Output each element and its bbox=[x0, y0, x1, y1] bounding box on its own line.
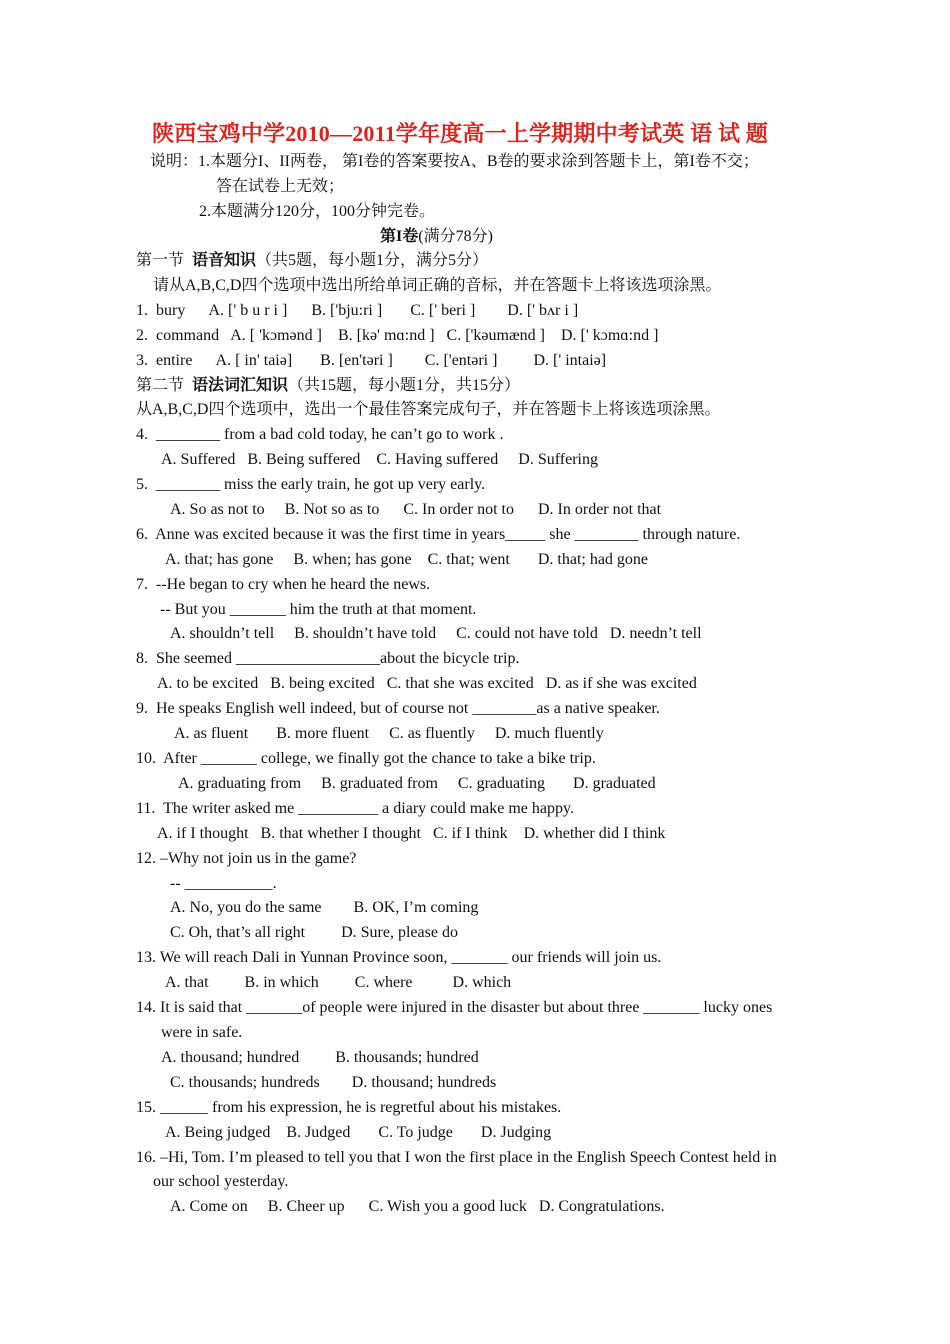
notes-line-3: 2.本题满分120分，100分钟完卷。 bbox=[199, 203, 436, 220]
question-stem: 12. –Why not join us in the game? bbox=[136, 850, 357, 867]
part-heading bbox=[380, 225, 493, 250]
question-stem: 9. He speaks English well indeed, but of course not ________as a native speaker. bbox=[136, 700, 660, 717]
question-stem-continued: -- But you _______ him the truth at that moment. bbox=[160, 601, 477, 618]
section-1-heading bbox=[136, 249, 488, 274]
question-options: A. shouldn’t tell B. shouldn’t have told C. could not have told D. needn’t tell bbox=[170, 625, 702, 642]
exam-title: 陕西宝鸡中学2010—2011学年度高一上学期期中考试英 语 试 题 bbox=[152, 121, 769, 146]
question-options: A. to be excited B. being excited C. that she was excited D. as if she was excited bbox=[157, 675, 697, 692]
section-2-info: （共15题，每小题1分，共15分） bbox=[288, 377, 521, 394]
question-stem: 15. ______ from his expression, he is regretful about his mistakes. bbox=[136, 1099, 562, 1116]
section-1-prefix: 第一节 bbox=[136, 252, 193, 269]
question-stem: 14. It is said that _______of people were injured in the disaster but about three _______ lucky ones bbox=[136, 999, 773, 1016]
question-stem: 11. The writer asked me __________ a diary could make me happy. bbox=[136, 800, 574, 817]
question-options: C. thousands; hundreds D. thousand; hundreds bbox=[170, 1074, 497, 1091]
section-1-info: （共5题，每小题1分，满分5分） bbox=[256, 252, 489, 269]
notes-line-1: 说明：1.本题分I、II两卷， 第I卷的答案要按A、B卷的要求涂到答题卡上，第I卷不交； bbox=[150, 153, 759, 170]
question-stem: 8. She seemed __________________about the bicycle trip. bbox=[136, 650, 520, 667]
section-2-prefix: 第二节 bbox=[136, 377, 193, 394]
question-options: A. Suffered B. Being suffered C. Having suffered D. Suffering bbox=[161, 451, 598, 468]
section-2-heading bbox=[136, 374, 520, 399]
question-stem-continued: -- ___________. bbox=[170, 875, 277, 892]
question-stem-continued: our school yesterday. bbox=[153, 1173, 289, 1190]
question-stem: 4. ________ from a bad cold today, he can’t go to work . bbox=[136, 426, 504, 443]
question-options: A. that; has gone B. when; has gone C. that; went D. that; had gone bbox=[165, 551, 649, 568]
notes-line-2: 答在试卷上无效； bbox=[216, 178, 345, 195]
question-options: A. if I thought B. that whether I thought C. if I think D. whether did I think bbox=[157, 825, 666, 842]
question-stem: 6. Anne was excited because it was the first time in years_____ she ________ through nature. bbox=[136, 526, 741, 543]
section-2-name: 语法词汇知识 bbox=[192, 377, 289, 394]
section-1-name: 语音知识 bbox=[192, 252, 257, 269]
section-1-instruction: 请从A,B,C,D四个选项中选出所给单词正确的音标，并在答题卡上将该选项涂黑。 bbox=[153, 277, 722, 294]
question-stem: 5. ________ miss the early train, he got up very early. bbox=[136, 476, 486, 493]
question-options: A. No, you do the same B. OK, I’m coming bbox=[170, 899, 479, 916]
question-options: A. as fluent B. more fluent C. as fluently D. much fluently bbox=[174, 725, 604, 742]
phonetics-question: 2. command A. [ 'kɔmənd ] B. [kə' mɑ:nd ] C. ['kəumænd ] D. [' kɔmɑ:nd ] bbox=[136, 327, 659, 344]
question-options: C. Oh, that’s all right D. Sure, please do bbox=[170, 924, 458, 941]
question-options: A. graduating from B. graduated from C. graduating D. graduated bbox=[178, 775, 656, 792]
question-stem: 7. --He began to cry when he heard the news. bbox=[136, 576, 431, 593]
phonetics-question: 3. entire A. [ in' taiə] B. [en'təri ] C. ['entəri ] D. [' intaiə] bbox=[136, 352, 607, 369]
question-options: A. that B. in which C. where D. which bbox=[165, 974, 512, 991]
question-stem: 16. –Hi, Tom. I’m pleased to tell you that I won the first place in the English Speech Contest held in bbox=[136, 1149, 777, 1166]
phonetics-question: 1. bury A. [' b u r i ] B. ['bju:ri ] C. [' beri ] D. [' bʌr i ] bbox=[136, 302, 579, 319]
question-options: A. Come on B. Cheer up C. Wish you a good luck D. Congratulations. bbox=[170, 1198, 665, 1215]
question-options: A. thousand; hundred B. thousands; hundred bbox=[161, 1049, 479, 1066]
part-label: 第I卷 bbox=[380, 228, 419, 245]
question-stem: 10. After _______ college, we finally got the chance to take a bike trip. bbox=[136, 750, 596, 767]
part-score: (满分78分) bbox=[418, 228, 493, 245]
question-options: A. So as not to B. Not so as to C. In order not to D. In order not that bbox=[170, 501, 662, 518]
question-stem: 13. We will reach Dali in Yunnan Province soon, _______ our friends will join us. bbox=[136, 949, 662, 966]
question-stem-continued: were in safe. bbox=[161, 1024, 243, 1041]
question-options: A. Being judged B. Judged C. To judge D. Judging bbox=[165, 1124, 552, 1141]
section-2-instruction: 从A,B,C,D四个选项中，选出一个最佳答案完成句子，并在答题卡上将该选项涂黑。 bbox=[136, 401, 721, 418]
